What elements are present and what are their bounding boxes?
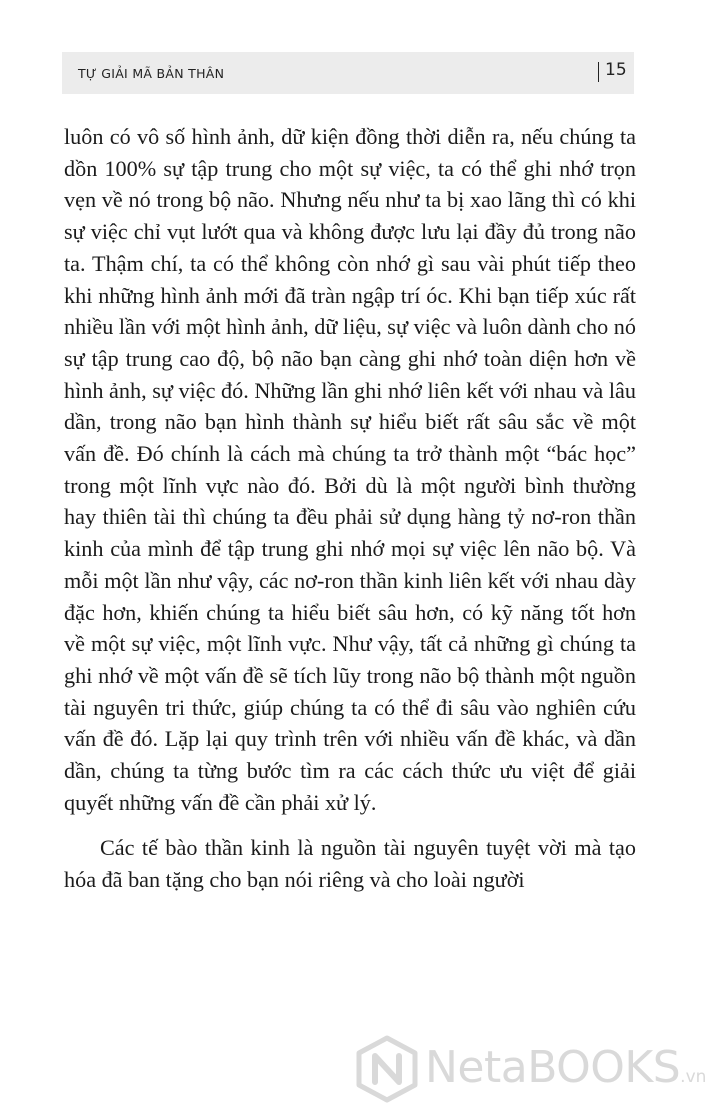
page-number: 15 (605, 60, 627, 80)
netabooks-logo-icon (355, 1035, 419, 1103)
watermark-brand: NetaBOOKS (425, 1042, 681, 1093)
paragraph-1: luôn có vô số hình ảnh, dữ kiện đồng thời diễn ra, nếu chúng ta dồn 100% sự tập trung cho một sự việc, ta có thể ghi nhớ trọn vẹn về nó trong bộ não. Nhưng nếu như ta bị xao lãng thì có khi sự việc chỉ vụt lướt qua và không được lưu lại đầy đủ trong não ta. Thậm chí, ta có thể không còn nhớ gì sau vài phút tiếp theo khi những hình ảnh mới đã tràn ngập trí óc. Khi bạn tiếp xúc rất nhiều lần với một hình ảnh, dữ liệu, sự việc và luôn dành cho nó sự tập trung cao độ, bộ não bạn càng ghi nhớ toàn diện hơn về hình ảnh, sự việc đó. Những lần ghi nhớ liên kết với nhau và lâu dần, trong não bạn hình thành sự hiểu biết rất sâu sắc về một vấn đề. Đó chính là cách mà chúng ta trở thành một “bác học” trong một lĩnh vực nào đó. Bởi dù là một người bình thường hay thiên tài thì chúng ta đều phải sử dụng hàng tỷ nơ-ron thần kinh của mình để tập trung ghi nhớ mọi sự việc lên não bộ. Và mỗi một lần như vậy, các nơ-ron thần kinh liên kết với nhau dày đặc hơn, khiến chúng ta hiểu biết sâu hơn, có kỹ năng tốt hơn về một sự việc, một lĩnh vực. Như vậy, tất cả những gì chúng ta ghi nhớ về một vấn đề sẽ tích lũy trong não bộ thành một nguồn tài nguyên tri thức, giúp chúng ta có thể đi sâu vào nghiên cứu vấn đề đó. Lặp lại quy trình trên với nhiều vấn đề khác, và dần dần, chúng ta từng bước tìm ra các cách thức ưu việt để giải quyết những vấn đề cần phải xử lý. (64, 124, 636, 815)
body-text (64, 121, 636, 896)
paragraph-2: Các tế bào thần kinh là nguồn tài nguyên tuyệt vời mà tạo hóa đã ban tặng cho bạn nói riêng và cho loài người (64, 835, 636, 893)
watermark-text (425, 1043, 706, 1102)
book-title: TỰ GIẢI MÃ BẢN THÂN (78, 66, 225, 81)
publisher-watermark (355, 1035, 706, 1105)
watermark-suffix: .vn (680, 1067, 706, 1087)
header-separator (598, 62, 599, 82)
running-header (62, 52, 634, 94)
